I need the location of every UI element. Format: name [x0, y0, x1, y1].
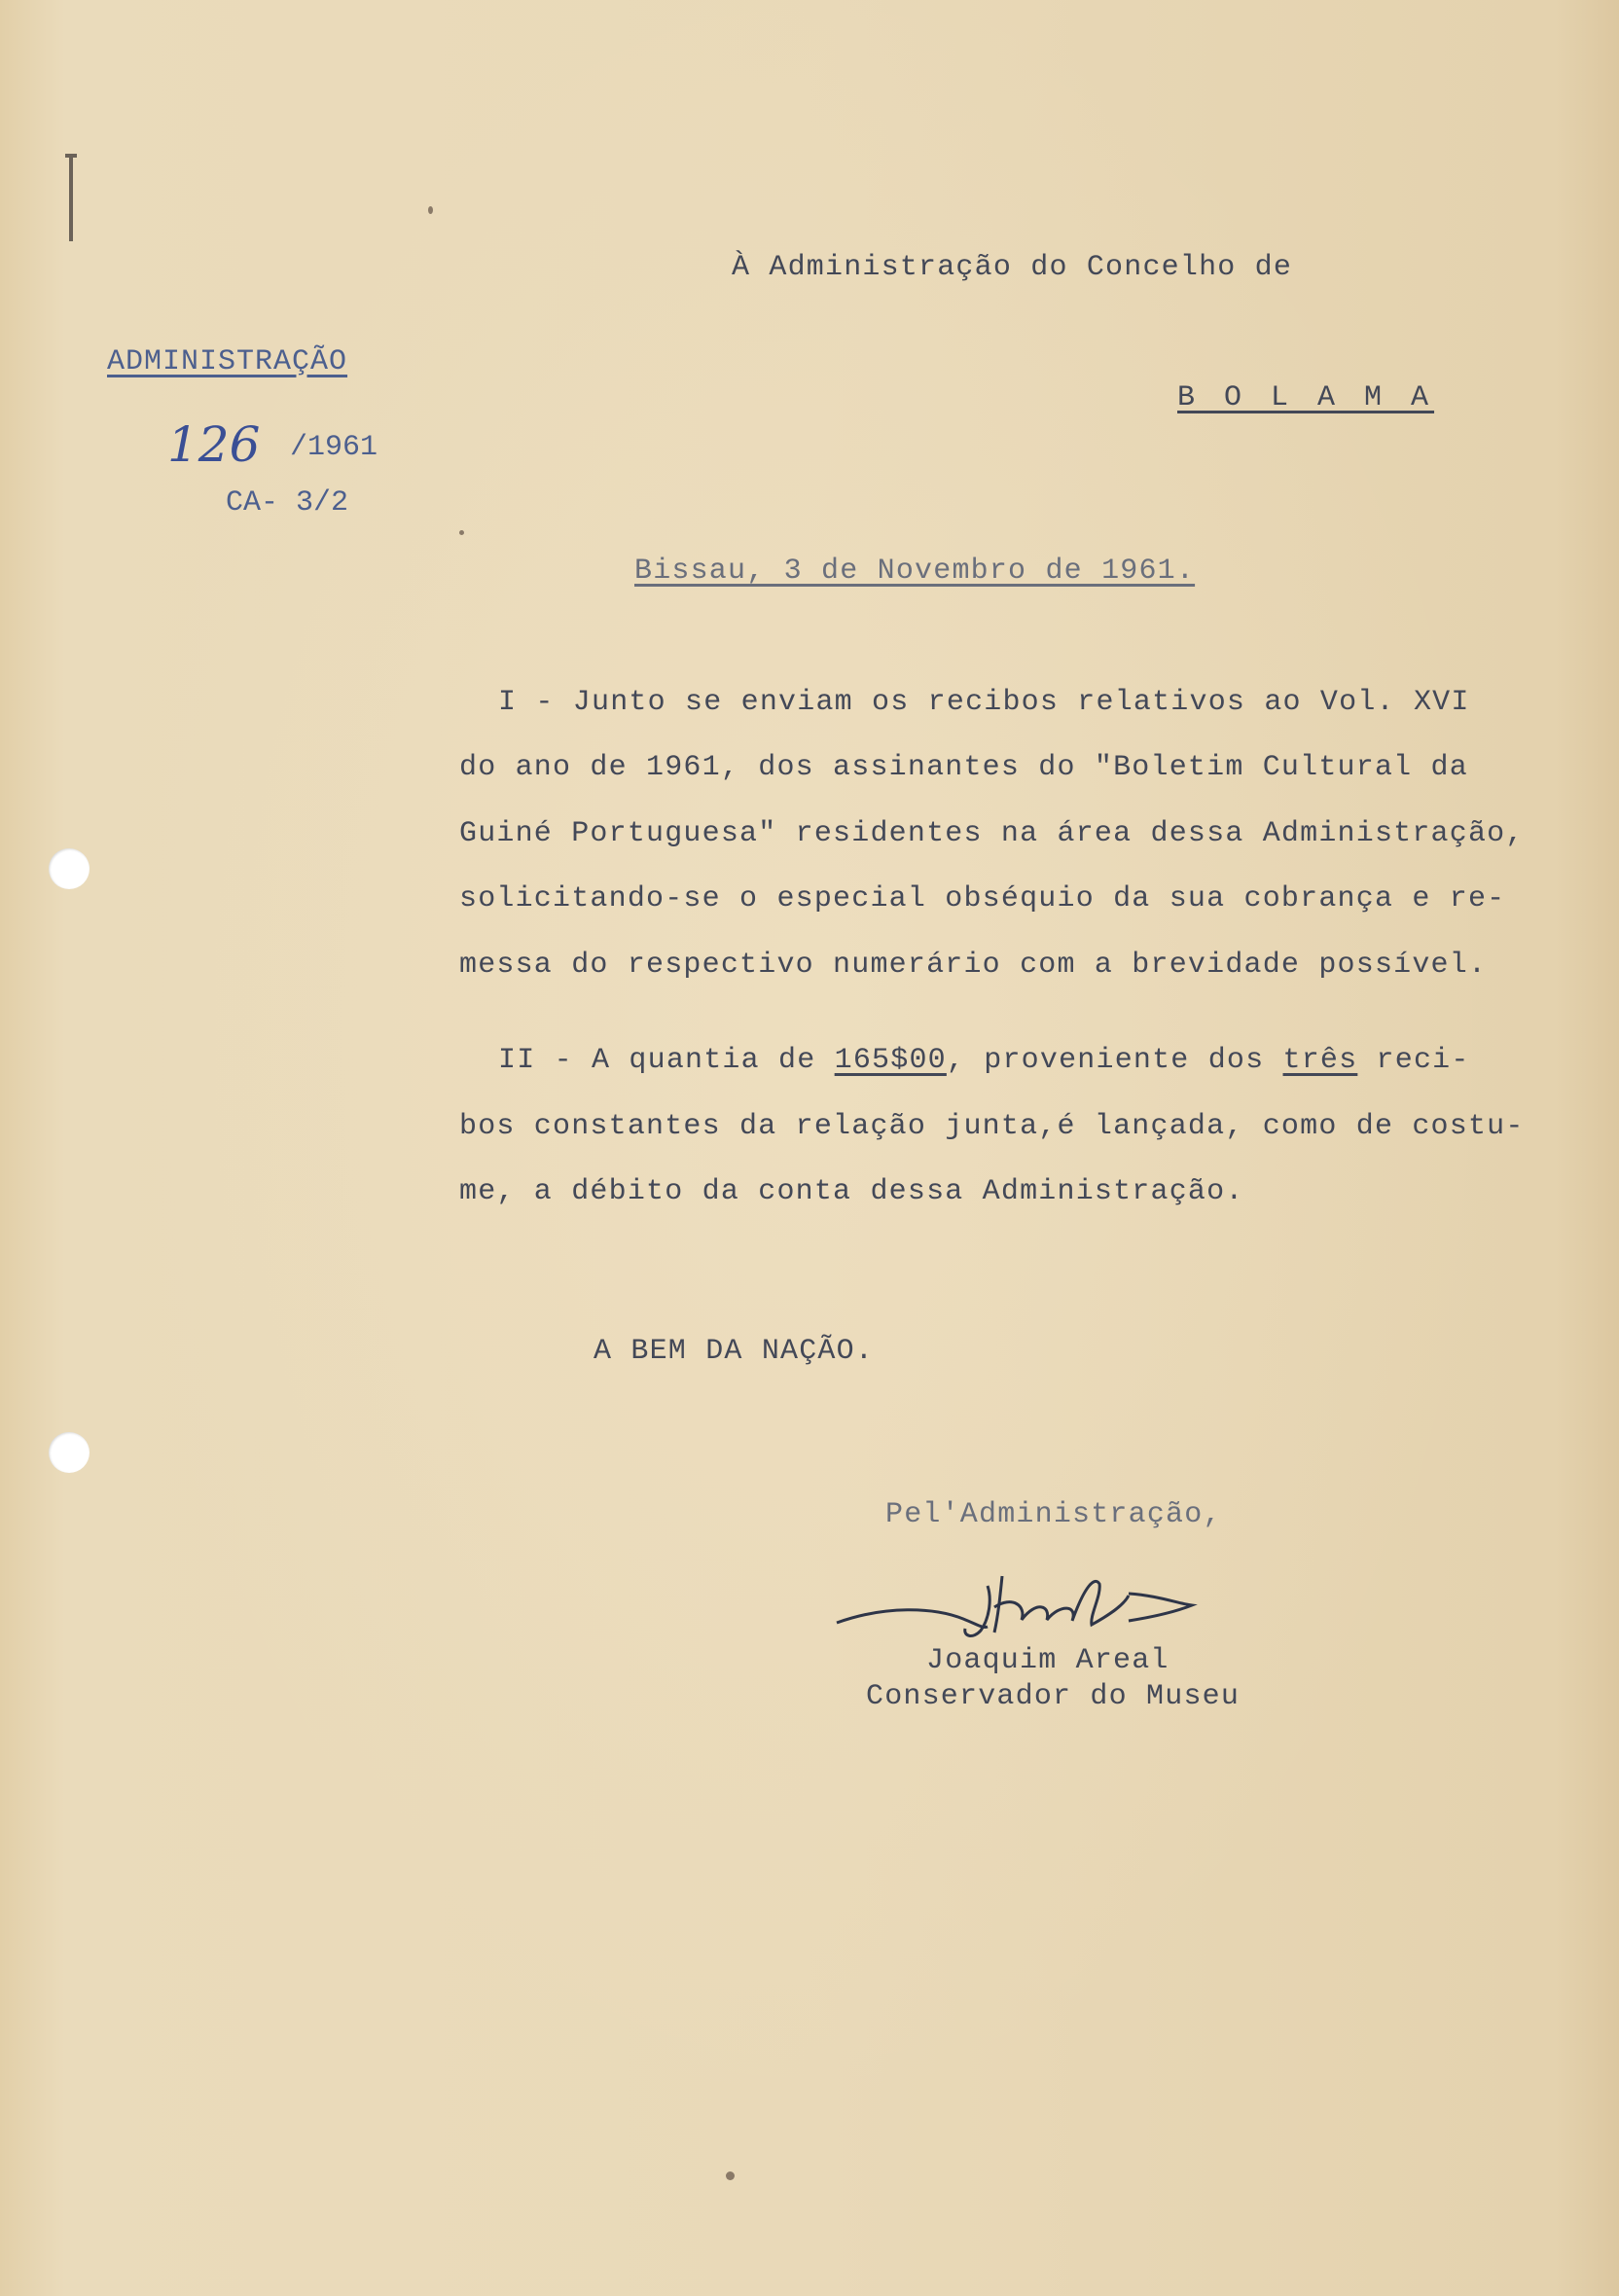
body-line: I - Junto se enviam os recibos relativos ao Vol. XVI [498, 686, 1470, 719]
body-line: do ano de 1961, dos assinantes do "Boletim Cultural da [459, 751, 1468, 784]
body-line: solicitando-se o especial obséquio da sua cobrança e re- [459, 882, 1506, 915]
body-line: me, a débito da conta dessa Administração. [459, 1175, 1244, 1208]
punch-hole-bottom [49, 1432, 90, 1473]
amount: 165$00 [834, 1044, 947, 1077]
signature-pel: Pel'Administração, [885, 1498, 1222, 1531]
body-line: Guiné Portuguesa" residentes na área dessa Administração, [459, 817, 1525, 850]
punch-hole-top [49, 848, 90, 889]
staple [69, 154, 73, 241]
recipient-place: B O L A M A [1177, 381, 1435, 414]
ink-speck [459, 530, 464, 535]
stamp-year: /1961 [290, 431, 378, 464]
closing-salutation: A BEM DA NAÇÃO. [594, 1335, 875, 1368]
signer-title: Conservador do Museu [866, 1680, 1241, 1713]
date-line: Bissau, 3 de Novembro de 1961. [634, 555, 1196, 588]
administration-stamp-label: ADMINISTRAÇÃO [107, 345, 348, 378]
signer-name: Joaquim Areal [926, 1644, 1169, 1677]
body-text: , proveniente dos [946, 1044, 1283, 1077]
stamp-handwritten-number: 126 [167, 416, 261, 473]
ink-speck [428, 206, 433, 214]
count-word: três [1282, 1044, 1358, 1077]
recipient-line: À Administração do Concelho de [732, 251, 1293, 284]
body-line: messa do respectivo numerário com a brevidade possível. [459, 949, 1488, 982]
stamp-code: CA- 3/2 [226, 486, 349, 520]
body-line: bos constantes da relação junta,é lançada, como de costu- [459, 1110, 1525, 1143]
body-line [498, 1044, 1470, 1077]
ink-speck [726, 2171, 735, 2180]
body-text: reci- [1357, 1044, 1470, 1077]
body-text: II - A quantia de [498, 1044, 835, 1077]
